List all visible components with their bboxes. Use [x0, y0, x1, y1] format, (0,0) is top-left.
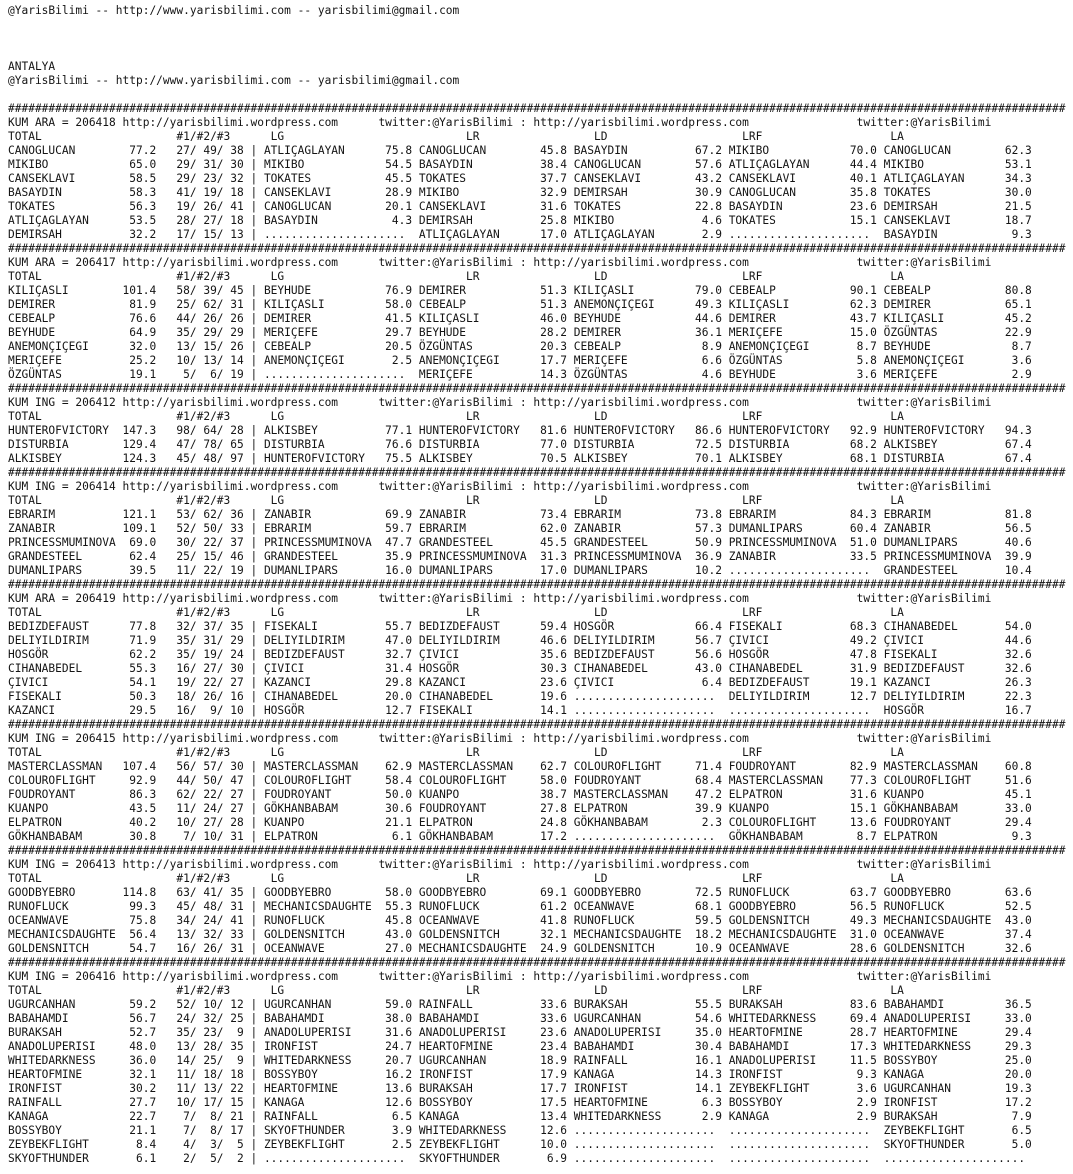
separator-line: #############################################################################################################################################################	[8, 578, 1066, 591]
table-row: DISTURBIA 129.4 47/ 78/ 65 | DISTURBIA 76.6 DISTURBIA 77.0 DISTURBIA 72.5 DISTURBIA 68.2 ALKISBEY 67.4	[8, 438, 1032, 451]
table-row: RUNOFLUCK 99.3 45/ 48/ 31 | MECHANICSDAUGHTE 55.3 RUNOFLUCK 61.2 OCEANWAVE 68.1 GOODBYEBRO 56.5 RUNOFLUCK 52.5	[8, 900, 1032, 913]
table-row: MERIÇEFE 25.2 10/ 13/ 14 | ANEMONÇIÇEGI 2.5 ANEMONÇIÇEGI 17.7 MERIÇEFE 6.6 ÖZGÜNTAS 5.8 ANEMONÇIÇEGI 3.6	[8, 354, 1032, 367]
table-row: ATLIÇAGLAYAN 53.5 28/ 27/ 18 | BASAYDIN 4.3 DEMIRSAH 25.8 MIKIBO 4.6 TOKATES 15.1 CANSEKLAVI 18.7	[8, 214, 1032, 227]
table-row: ANADOLUPERISI 48.0 13/ 28/ 35 | IRONFIST 24.7 HEARTOFMINE 23.4 BABAHAMDI 30.4 BABAHAMDI 17.3 WHITEDARKNESS 29.3	[8, 1040, 1032, 1053]
table-row: TOKATES 56.3 19/ 26/ 41 | CANOGLUCAN 20.1 CANSEKLAVI 31.6 TOKATES 22.8 BASAYDIN 23.6 DEMIRSAH 21.5	[8, 200, 1032, 213]
table-row: GOODBYEBRO 114.8 63/ 41/ 35 | GOODBYEBRO 58.0 GOODBYEBRO 69.1 GOODBYEBRO 72.5 RUNOFLUCK 63.7 GOODBYEBRO 63.6	[8, 886, 1032, 899]
table-row: OCEANWAVE 75.8 34/ 24/ 41 | RUNOFLUCK 45.8 OCEANWAVE 41.8 RUNOFLUCK 59.5 GOLDENSNITCH 49.3 MECHANICSDAUGHTE 43.0	[8, 914, 1032, 927]
column-header-line: TOTAL #1/#2/#3 LG LR LD LRF LA	[8, 606, 904, 619]
column-header-line: TOTAL #1/#2/#3 LG LR LD LRF LA	[8, 984, 904, 997]
column-header-line: TOTAL #1/#2/#3 LG LR LD LRF LA	[8, 130, 904, 143]
table-row: KUANPO 43.5 11/ 24/ 27 | GÖKHANBABAM 30.6 FOUDROYANT 27.8 ELPATRON 39.9 KUANPO 15.1 GÖKHANBABAM 33.0	[8, 802, 1032, 815]
table-row: ALKISBEY 124.3 45/ 48/ 97 | HUNTEROFVICTORY 75.5 ALKISBEY 70.5 ALKISBEY 70.1 ALKISBEY 68.1 DISTURBIA 67.4	[8, 452, 1032, 465]
section-title-line: KUM ING = 206414 http://yarisbilimi.wordpress.com twitter:@YarisBilimi : http://yarisbilimi.wordpress.com twitter:@YarisBilimi	[8, 480, 992, 493]
table-row: ELPATRON 40.2 10/ 27/ 28 | KUANPO 21.1 ELPATRON 24.8 GÖKHANBABAM 2.3 COLOUROFLIGHT 13.6 FOUDROYANT 29.4	[8, 816, 1032, 829]
table-row: FISEKALI 50.3 18/ 26/ 16 | CIHANABEDEL 20.0 CIHANABEDEL 19.6 ..................... DELIYILDIRIM 12.7 DELIYILDIRIM 22.3	[8, 690, 1032, 703]
blank-line	[8, 88, 1073, 102]
table-row: GOLDENSNITCH 54.7 16/ 26/ 31 | OCEANWAVE 27.0 MECHANICSDAUGHTE 24.9 GOLDENSNITCH 10.9 OCEANWAVE 28.6 GOLDENSNITCH 32.6	[8, 942, 1032, 955]
separator-line: #############################################################################################################################################################	[8, 844, 1066, 857]
table-row: ANEMONÇIÇEGI 32.0 13/ 15/ 26 | CEBEALP 20.5 ÖZGÜNTAS 20.3 CEBEALP 8.9 ANEMONÇIÇEGI 8.7 BEYHUDE 8.7	[8, 340, 1032, 353]
section-title-line: KUM ING = 206413 http://yarisbilimi.wordpress.com twitter:@YarisBilimi : http://yarisbilimi.wordpress.com twitter:@YarisBilimi	[8, 858, 992, 871]
table-row: BABAHAMDI 56.7 24/ 32/ 25 | BABAHAMDI 38.0 BABAHAMDI 33.6 UGURCANHAN 54.6 WHITEDARKNESS 69.4 ANADOLUPERISI 33.0	[8, 1012, 1032, 1025]
table-row: BEDIZDEFAUST 77.8 32/ 37/ 35 | FISEKALI 55.7 BEDIZDEFAUST 59.4 HOSGÖR 66.4 FISEKALI 68.3 CIHANABEDEL 54.0	[8, 620, 1032, 633]
table-row: FOUDROYANT 86.3 62/ 22/ 27 | FOUDROYANT 50.0 KUANPO 38.7 MASTERCLASSMAN 47.2 ELPATRON 31.6 KUANPO 45.1	[8, 788, 1032, 801]
table-row: RAINFALL 27.7 10/ 17/ 15 | KANAGA 12.6 BOSSYBOY 17.5 HEARTOFMINE 6.3 BOSSYBOY 2.9 IRONFIST 17.2	[8, 1096, 1032, 1109]
table-row: COLOUROFLIGHT 92.9 44/ 50/ 47 | COLOUROFLIGHT 58.4 COLOUROFLIGHT 58.0 FOUDROYANT 68.4 MASTERCLASSMAN 77.3 COLOUROFLIGHT 51.6	[8, 774, 1032, 787]
table-row: MIKIBO 65.0 29/ 31/ 30 | MIKIBO 54.5 BASAYDIN 38.4 CANOGLUCAN 57.6 ATLIÇAGLAYAN 44.4 MIKIBO 53.1	[8, 158, 1032, 171]
banner-line: @YarisBilimi -- http://www.yarisbilimi.com -- yarisbilimi@gmail.com	[8, 74, 460, 87]
separator-line: #############################################################################################################################################################	[8, 718, 1066, 731]
table-row: KANAGA 22.7 7/ 8/ 21 | RAINFALL 6.5 KANAGA 13.4 WHITEDARKNESS 2.9 KANAGA 2.9 BURAKSAH 7.9	[8, 1110, 1032, 1123]
column-header-line: TOTAL #1/#2/#3 LG LR LD LRF LA	[8, 872, 904, 885]
table-row: BOSSYBOY 21.1 7/ 8/ 17 | SKYOFTHUNDER 3.9 WHITEDARKNESS 12.6 ..................... ..................... ZEYBEKFLIGHT 6.5	[8, 1124, 1032, 1137]
table-row: BEYHUDE 64.9 35/ 29/ 29 | MERIÇEFE 29.7 BEYHUDE 28.2 DEMIRER 36.1 MERIÇEFE 15.0 ÖZGÜNTAS 22.9	[8, 326, 1032, 339]
banner-line: @YarisBilimi -- http://www.yarisbilimi.com -- yarisbilimi@gmail.com	[8, 4, 460, 17]
table-row: WHITEDARKNESS 36.0 14/ 25/ 9 | WHITEDARKNESS 20.7 UGURCANHAN 18.9 RAINFALL 16.1 ANADOLUPERISI 11.5 BOSSYBOY 25.0	[8, 1054, 1032, 1067]
table-row: ZANABIR 109.1 52/ 50/ 33 | EBRARIM 59.7 EBRARIM 62.0 ZANABIR 57.3 DUMANLIPARS 60.4 ZANABIR 56.5	[8, 522, 1032, 535]
column-header-line: TOTAL #1/#2/#3 LG LR LD LRF LA	[8, 494, 904, 507]
table-row: CEBEALP 76.6 44/ 26/ 26 | DEMIRER 41.5 KILIÇASLI 46.0 BEYHUDE 44.6 DEMIRER 43.7 KILIÇASLI 45.2	[8, 312, 1032, 325]
separator-line: #############################################################################################################################################################	[8, 956, 1066, 969]
table-row: HUNTEROFVICTORY 147.3 98/ 64/ 28 | ALKISBEY 77.1 HUNTEROFVICTORY 81.6 HUNTEROFVICTORY 86.6 HUNTEROFVICTORY 92.9 HUNTEROFVICTORY 94.3	[8, 424, 1032, 437]
separator-line: #############################################################################################################################################################	[8, 382, 1066, 395]
table-row: BASAYDIN 58.3 41/ 19/ 18 | CANSEKLAVI 28.9 MIKIBO 32.9 DEMIRSAH 30.9 CANOGLUCAN 35.8 TOKATES 30.0	[8, 186, 1032, 199]
column-header-line: TOTAL #1/#2/#3 LG LR LD LRF LA	[8, 270, 904, 283]
table-row: PRINCESSMUMINOVA 69.0 30/ 22/ 37 | PRINCESSMUMINOVA 47.7 GRANDESTEEL 45.5 GRANDESTEEL 50.9 PRINCESSMUMINOVA 51.0 DUMANLIPARS 40.6	[8, 536, 1032, 549]
table-row: EBRARIM 121.1 53/ 62/ 36 | ZANABIR 69.9 ZANABIR 73.4 EBRARIM 73.8 EBRARIM 84.3 EBRARIM 81.8	[8, 508, 1032, 521]
table-row: IRONFIST 30.2 11/ 13/ 22 | HEARTOFMINE 13.6 BURAKSAH 17.7 IRONFIST 14.1 ZEYBEKFLIGHT 3.6 UGURCANHAN 19.3	[8, 1082, 1032, 1095]
separator-line: #############################################################################################################################################################	[8, 102, 1066, 115]
section-title-line: KUM ARA = 206417 http://yarisbilimi.wordpress.com twitter:@YarisBilimi : http://yarisbilimi.wordpress.com twitter:@YarisBilimi	[8, 256, 992, 269]
blank-line	[8, 32, 1073, 46]
column-header-line: TOTAL #1/#2/#3 LG LR LD LRF LA	[8, 746, 904, 759]
table-row: MASTERCLASSMAN 107.4 56/ 57/ 30 | MASTERCLASSMAN 62.9 MASTERCLASSMAN 62.7 COLOUROFLIGHT 71.4 FOUDROYANT 82.9 MASTERCLASSMAN 60.8	[8, 760, 1032, 773]
section-title-line: KUM ARA = 206418 http://yarisbilimi.wordpress.com twitter:@YarisBilimi : http://yarisbilimi.wordpress.com twitter:@YarisBilimi	[8, 116, 992, 129]
section-title-line: KUM ING = 206416 http://yarisbilimi.wordpress.com twitter:@YarisBilimi : http://yarisbilimi.wordpress.com twitter:@YarisBilimi	[8, 970, 992, 983]
table-row: ÖZGÜNTAS 19.1 5/ 6/ 19 | ..................... MERIÇEFE 14.3 ÖZGÜNTAS 4.6 BEYHUDE 3.6 MERIÇEFE 2.9	[8, 368, 1032, 381]
table-row: ÇIVICI 54.1 19/ 22/ 27 | KAZANCI 29.8 KAZANCI 23.6 ÇIVICI 6.4 BEDIZDEFAUST 19.1 KAZANCI 26.3	[8, 676, 1032, 689]
table-row: SKYOFTHUNDER 6.1 2/ 5/ 2 | ..................... SKYOFTHUNDER 6.9 ..................... ..................... .....................	[8, 1152, 1032, 1165]
table-row: CIHANABEDEL 55.3 16/ 27/ 30 | ÇIVICI 31.4 HOSGÖR 30.3 CIHANABEDEL 43.0 CIHANABEDEL 31.9 BEDIZDEFAUST 32.6	[8, 662, 1032, 675]
table-row: HEARTOFMINE 32.1 11/ 18/ 18 | BOSSYBOY 16.2 IRONFIST 17.9 KANAGA 14.3 IRONFIST 9.3 KANAGA 20.0	[8, 1068, 1032, 1081]
blank-line	[8, 18, 1073, 32]
section-title-line: KUM ARA = 206419 http://yarisbilimi.wordpress.com twitter:@YarisBilimi : http://yarisbilimi.wordpress.com twitter:@YarisBilimi	[8, 592, 992, 605]
table-row: DELIYILDIRIM 71.9 35/ 31/ 29 | DELIYILDIRIM 47.0 DELIYILDIRIM 46.6 DELIYILDIRIM 56.7 ÇIVICI 49.2 ÇIVICI 44.6	[8, 634, 1032, 647]
table-row: CANSEKLAVI 58.5 29/ 23/ 32 | TOKATES 45.5 TOKATES 37.7 CANSEKLAVI 43.2 CANSEKLAVI 40.1 ATLIÇAGLAYAN 34.3	[8, 172, 1032, 185]
table-row: GÖKHANBABAM 30.8 7/ 10/ 31 | ELPATRON 6.1 GÖKHANBABAM 17.2 ..................... GÖKHANBABAM 8.7 ELPATRON 9.3	[8, 830, 1032, 843]
column-header-line: TOTAL #1/#2/#3 LG LR LD LRF LA	[8, 410, 904, 423]
table-row: DUMANLIPARS 39.5 11/ 22/ 19 | DUMANLIPARS 16.0 DUMANLIPARS 17.0 DUMANLIPARS 10.2 ..................... GRANDESTEEL 10.4	[8, 564, 1032, 577]
table-row: CANOGLUCAN 77.2 27/ 49/ 38 | ATLIÇAGLAYAN 75.8 CANOGLUCAN 45.8 BASAYDIN 67.2 MIKIBO 70.0 CANOGLUCAN 62.3	[8, 144, 1032, 157]
table-row: GRANDESTEEL 62.4 25/ 15/ 46 | GRANDESTEEL 35.9 PRINCESSMUMINOVA 31.3 PRINCESSMUMINOVA 36.9 ZANABIR 33.5 PRINCESSMUMINOVA 39.9	[8, 550, 1032, 563]
section-title-line: KUM ING = 206412 http://yarisbilimi.wordpress.com twitter:@YarisBilimi : http://yarisbilimi.wordpress.com twitter:@YarisBilimi	[8, 396, 992, 409]
table-row: UGURCANHAN 59.2 52/ 10/ 12 | UGURCANHAN 59.0 RAINFALL 33.6 BURAKSAH 55.5 BURAKSAH 83.6 BABAHAMDI 36.5	[8, 998, 1032, 1011]
separator-line: #############################################################################################################################################################	[8, 242, 1066, 255]
table-row: ZEYBEKFLIGHT 8.4 4/ 3/ 5 | ZEYBEKFLIGHT 2.5 ZEYBEKFLIGHT 10.0 ..................... ..................... SKYOFTHUNDER 5.0	[8, 1138, 1032, 1151]
table-row: KILIÇASLI 101.4 58/ 39/ 45 | BEYHUDE 76.9 DEMIRER 51.3 KILIÇASLI 79.0 CEBEALP 90.1 CEBEALP 80.8	[8, 284, 1032, 297]
section-title-line: KUM ING = 206415 http://yarisbilimi.wordpress.com twitter:@YarisBilimi : http://yarisbilimi.wordpress.com twitter:@YarisBilimi	[8, 732, 992, 745]
table-row: DEMIRER 81.9 25/ 62/ 31 | KILIÇASLI 58.0 CEBEALP 51.3 ANEMONÇIÇEGI 49.3 KILIÇASLI 62.3 DEMIRER 65.1	[8, 298, 1032, 311]
report-sections	[8, 102, 1073, 1165]
table-row: MECHANICSDAUGHTE 56.4 13/ 32/ 33 | GOLDENSNITCH 43.0 GOLDENSNITCH 32.1 MECHANICSDAUGHTE 18.2 MECHANICSDAUGHTE 31.0 OCEANWAVE 37.4	[8, 928, 1032, 941]
table-row: HOSGÖR 62.2 35/ 19/ 24 | BEDIZDEFAUST 32.7 ÇIVICI 35.6 BEDIZDEFAUST 56.6 HOSGÖR 47.8 FISEKALI 32.6	[8, 648, 1032, 661]
table-row: BURAKSAH 52.7 35/ 23/ 9 | ANADOLUPERISI 31.6 ANADOLUPERISI 23.6 ANADOLUPERISI 35.0 HEARTOFMINE 28.7 HEARTOFMINE 29.4	[8, 1026, 1032, 1039]
blank-line	[8, 46, 1073, 60]
table-row: KAZANCI 29.5 16/ 9/ 10 | HOSGÖR 12.7 FISEKALI 14.1 ..................... ..................... HOSGÖR 16.7	[8, 704, 1032, 717]
separator-line: #############################################################################################################################################################	[8, 466, 1066, 479]
city-line: ANTALYA	[8, 60, 56, 73]
table-row: DEMIRSAH 32.2 17/ 15/ 13 | ..................... ATLIÇAGLAYAN 17.0 ATLIÇAGLAYAN 2.9 ..................... BASAYDIN 9.3	[8, 228, 1032, 241]
